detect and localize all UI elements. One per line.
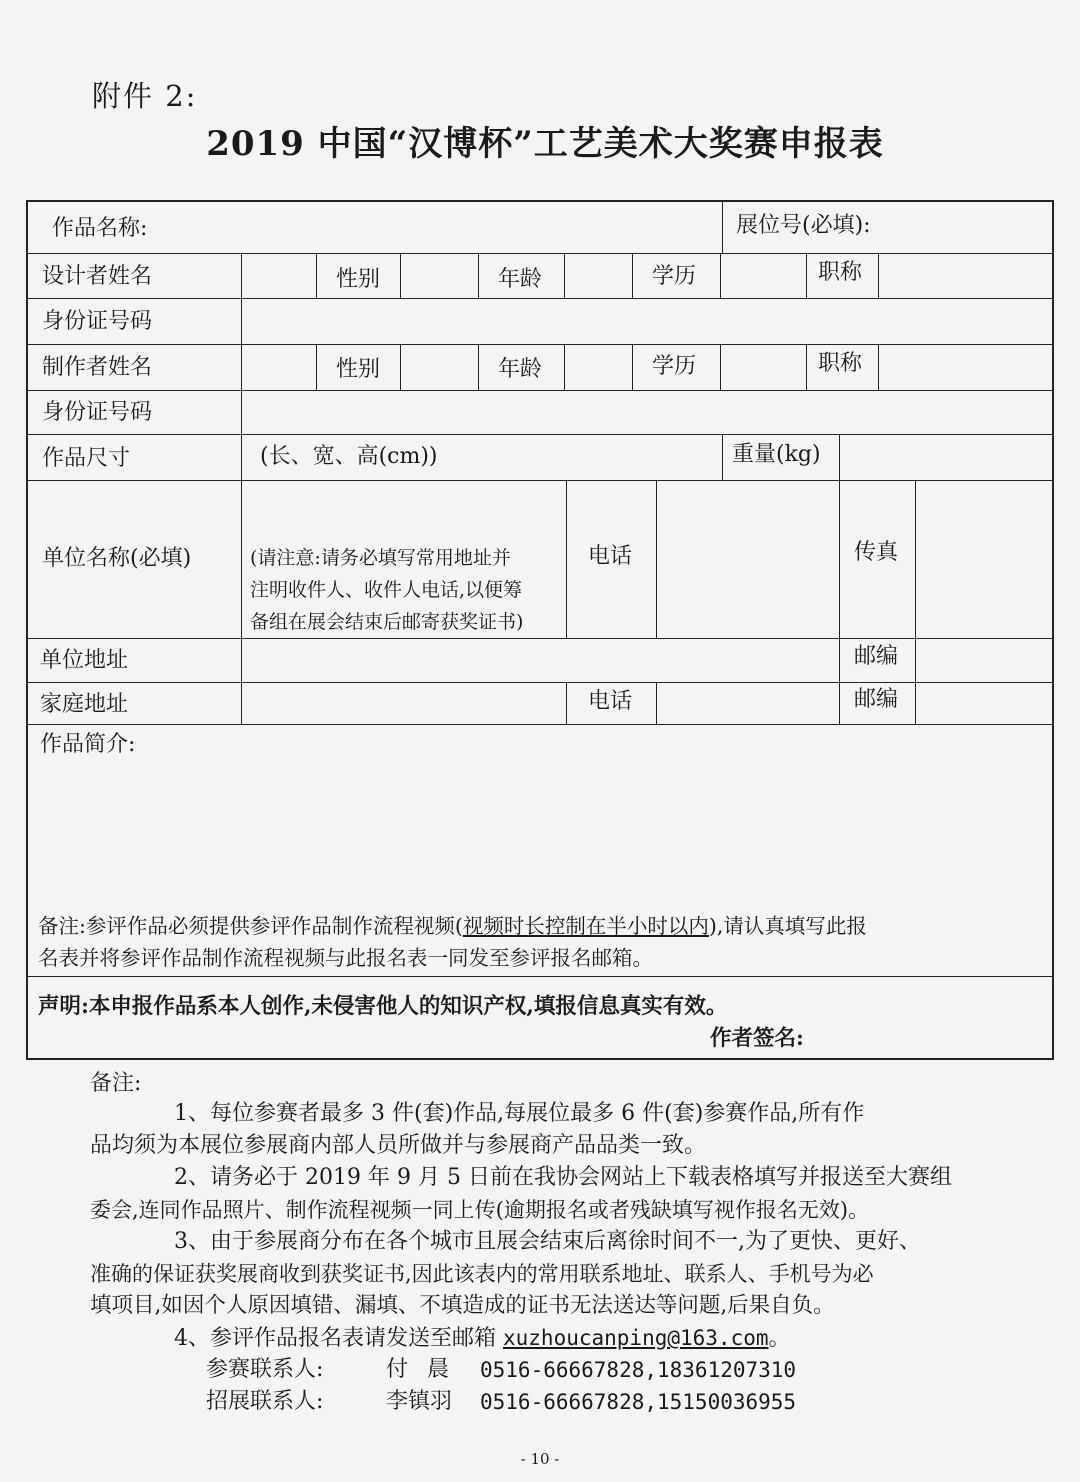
contact1-name: 付 晨 [386,1357,455,1382]
maker-education-label: 学历 [652,354,697,379]
note-line: 3、由于参展商分布在各个城市且展会结束后离徐时间不一,为了更快、更好、 [174,1229,921,1254]
col-divider [806,344,807,390]
notes-heading: 备注: [90,1071,142,1096]
note-line: 委会,连同作品照片、制作流程视频一同上传(逾期报名或者残缺填写视作报名无效)。 [90,1198,870,1222]
designer-age-label: 年龄 [498,267,543,292]
col-divider [720,344,721,390]
note-line: 1、每位参赛者最多 3 件(套)作品,每展位最多 6 件(套)参赛作品,所有作 [174,1101,865,1126]
note-line: 品均须为本展位参展商内部人员所做并与参展商产品品类一致。 [90,1133,707,1158]
col-divider [839,480,840,724]
row-divider [28,253,1052,254]
maker-age-label: 年龄 [498,357,543,382]
contact2-label: 招展联系人: [206,1389,324,1414]
work-name-label: 作品名称: [52,216,148,241]
declaration: 声明:本申报作品系本人创作,未侵害他人的知识产权,填报信息真实有效。 [38,994,728,1019]
row-divider [28,638,1052,639]
col-divider [722,434,723,480]
row-divider [28,480,1052,481]
col-divider [722,202,723,253]
work-intro-label: 作品简介: [40,732,136,757]
unit-postcode-label: 邮编 [854,644,899,669]
unit-notice-3: 备组在展会结束后邮寄获奖证书) [250,611,524,633]
col-divider [915,480,916,724]
designer-name-label: 设计者姓名 [42,264,153,289]
weight-label: 重量(kg) [732,442,821,467]
col-divider [564,253,565,298]
col-divider [566,480,567,638]
video-duration-note: 视频时长控制在半小时以内 [462,914,709,938]
note-line: 2、请务必于 2019 年 9 月 5 日前在我协会网站上下载表格填写并报送至大赛组 [174,1165,952,1190]
col-divider [400,344,401,390]
designer-title-label: 职称 [818,260,863,285]
row-divider [28,344,1052,345]
row-divider [28,976,1052,977]
unit-notice-1: (请注意:请务必填写常用地址并 [250,547,511,569]
col-divider [316,253,317,298]
fax-label: 传真 [854,540,899,565]
email-note: 4、参评作品报名表请发送至邮箱 xuzhoucanping@163.com。 [174,1326,791,1351]
col-divider [478,253,479,298]
email-link[interactable]: xuzhoucanping@163.com [503,1326,769,1350]
designer-id-label: 身份证号码 [42,309,153,334]
row-divider [28,724,1052,725]
unit-notice-2: 注明收件人、收件人电话,以便筹 [250,579,523,601]
contact2-name: 李镇羽 [386,1389,453,1414]
col-divider [564,344,565,390]
row-divider [28,298,1052,299]
col-divider [720,253,721,298]
col-divider [316,344,317,390]
note-line: 填项目,如因个人原因填错、漏填、不填造成的证书无法送达等问题,后果自负。 [90,1293,835,1318]
maker-id-label: 身份证号码 [42,400,153,425]
designer-gender-label: 性别 [336,267,381,292]
col-divider [839,434,840,480]
unit-name-label: 单位名称(必填) [42,546,192,571]
attachment-label: 附件 2: [92,79,198,113]
form-title: 2019 中国“汉博杯”工艺美术大奖赛申报表 [206,124,884,164]
form-remark-line-1: 备注:参评作品必须提供参评作品制作流程视频(视频时长控制在半小时以内),请认真填写此报 [38,914,867,938]
col-divider [632,253,633,298]
col-divider [632,344,633,390]
booth-number-label: 展位号(必填): [736,213,871,238]
home-postcode-label: 邮编 [854,687,899,712]
col-divider [878,253,879,298]
col-divider [478,344,479,390]
size-hint: (长、宽、高(cm)) [260,444,438,469]
maker-title-label: 职称 [818,351,863,376]
note-line: 准确的保证获奖展商收到获奖证书,因此该表内的常用联系地址、联系人、手机号为必 [90,1262,874,1286]
col-divider [566,682,567,724]
work-size-label: 作品尺寸 [42,446,131,471]
maker-name-label: 制作者姓名 [42,355,153,380]
col-divider [878,344,879,390]
contact2-phone: 0516-66667828,15150036955 [480,1390,797,1414]
page-number: - 10 - [520,1450,560,1468]
col-divider [400,253,401,298]
designer-education-label: 学历 [652,264,697,289]
contact1-phone: 0516-66667828,18361207310 [480,1358,797,1382]
col-divider [241,253,242,724]
form-remark-line-2: 名表并将参评作品制作流程视频与此报名表一同发至参评报名邮箱。 [38,946,653,970]
home-phone-label: 电话 [588,689,633,714]
col-divider [806,253,807,298]
row-divider [28,434,1052,435]
row-divider [28,390,1052,391]
signature-label: 作者签名: [710,1026,804,1051]
home-address-label: 家庭地址 [40,692,129,717]
col-divider [656,480,657,638]
col-divider [656,682,657,724]
contact1-label: 参赛联系人: [206,1357,324,1382]
row-divider [28,682,1052,683]
unit-address-label: 单位地址 [40,648,129,673]
unit-phone-label: 电话 [588,544,633,569]
maker-gender-label: 性别 [336,357,381,382]
application-form [26,200,1054,1060]
